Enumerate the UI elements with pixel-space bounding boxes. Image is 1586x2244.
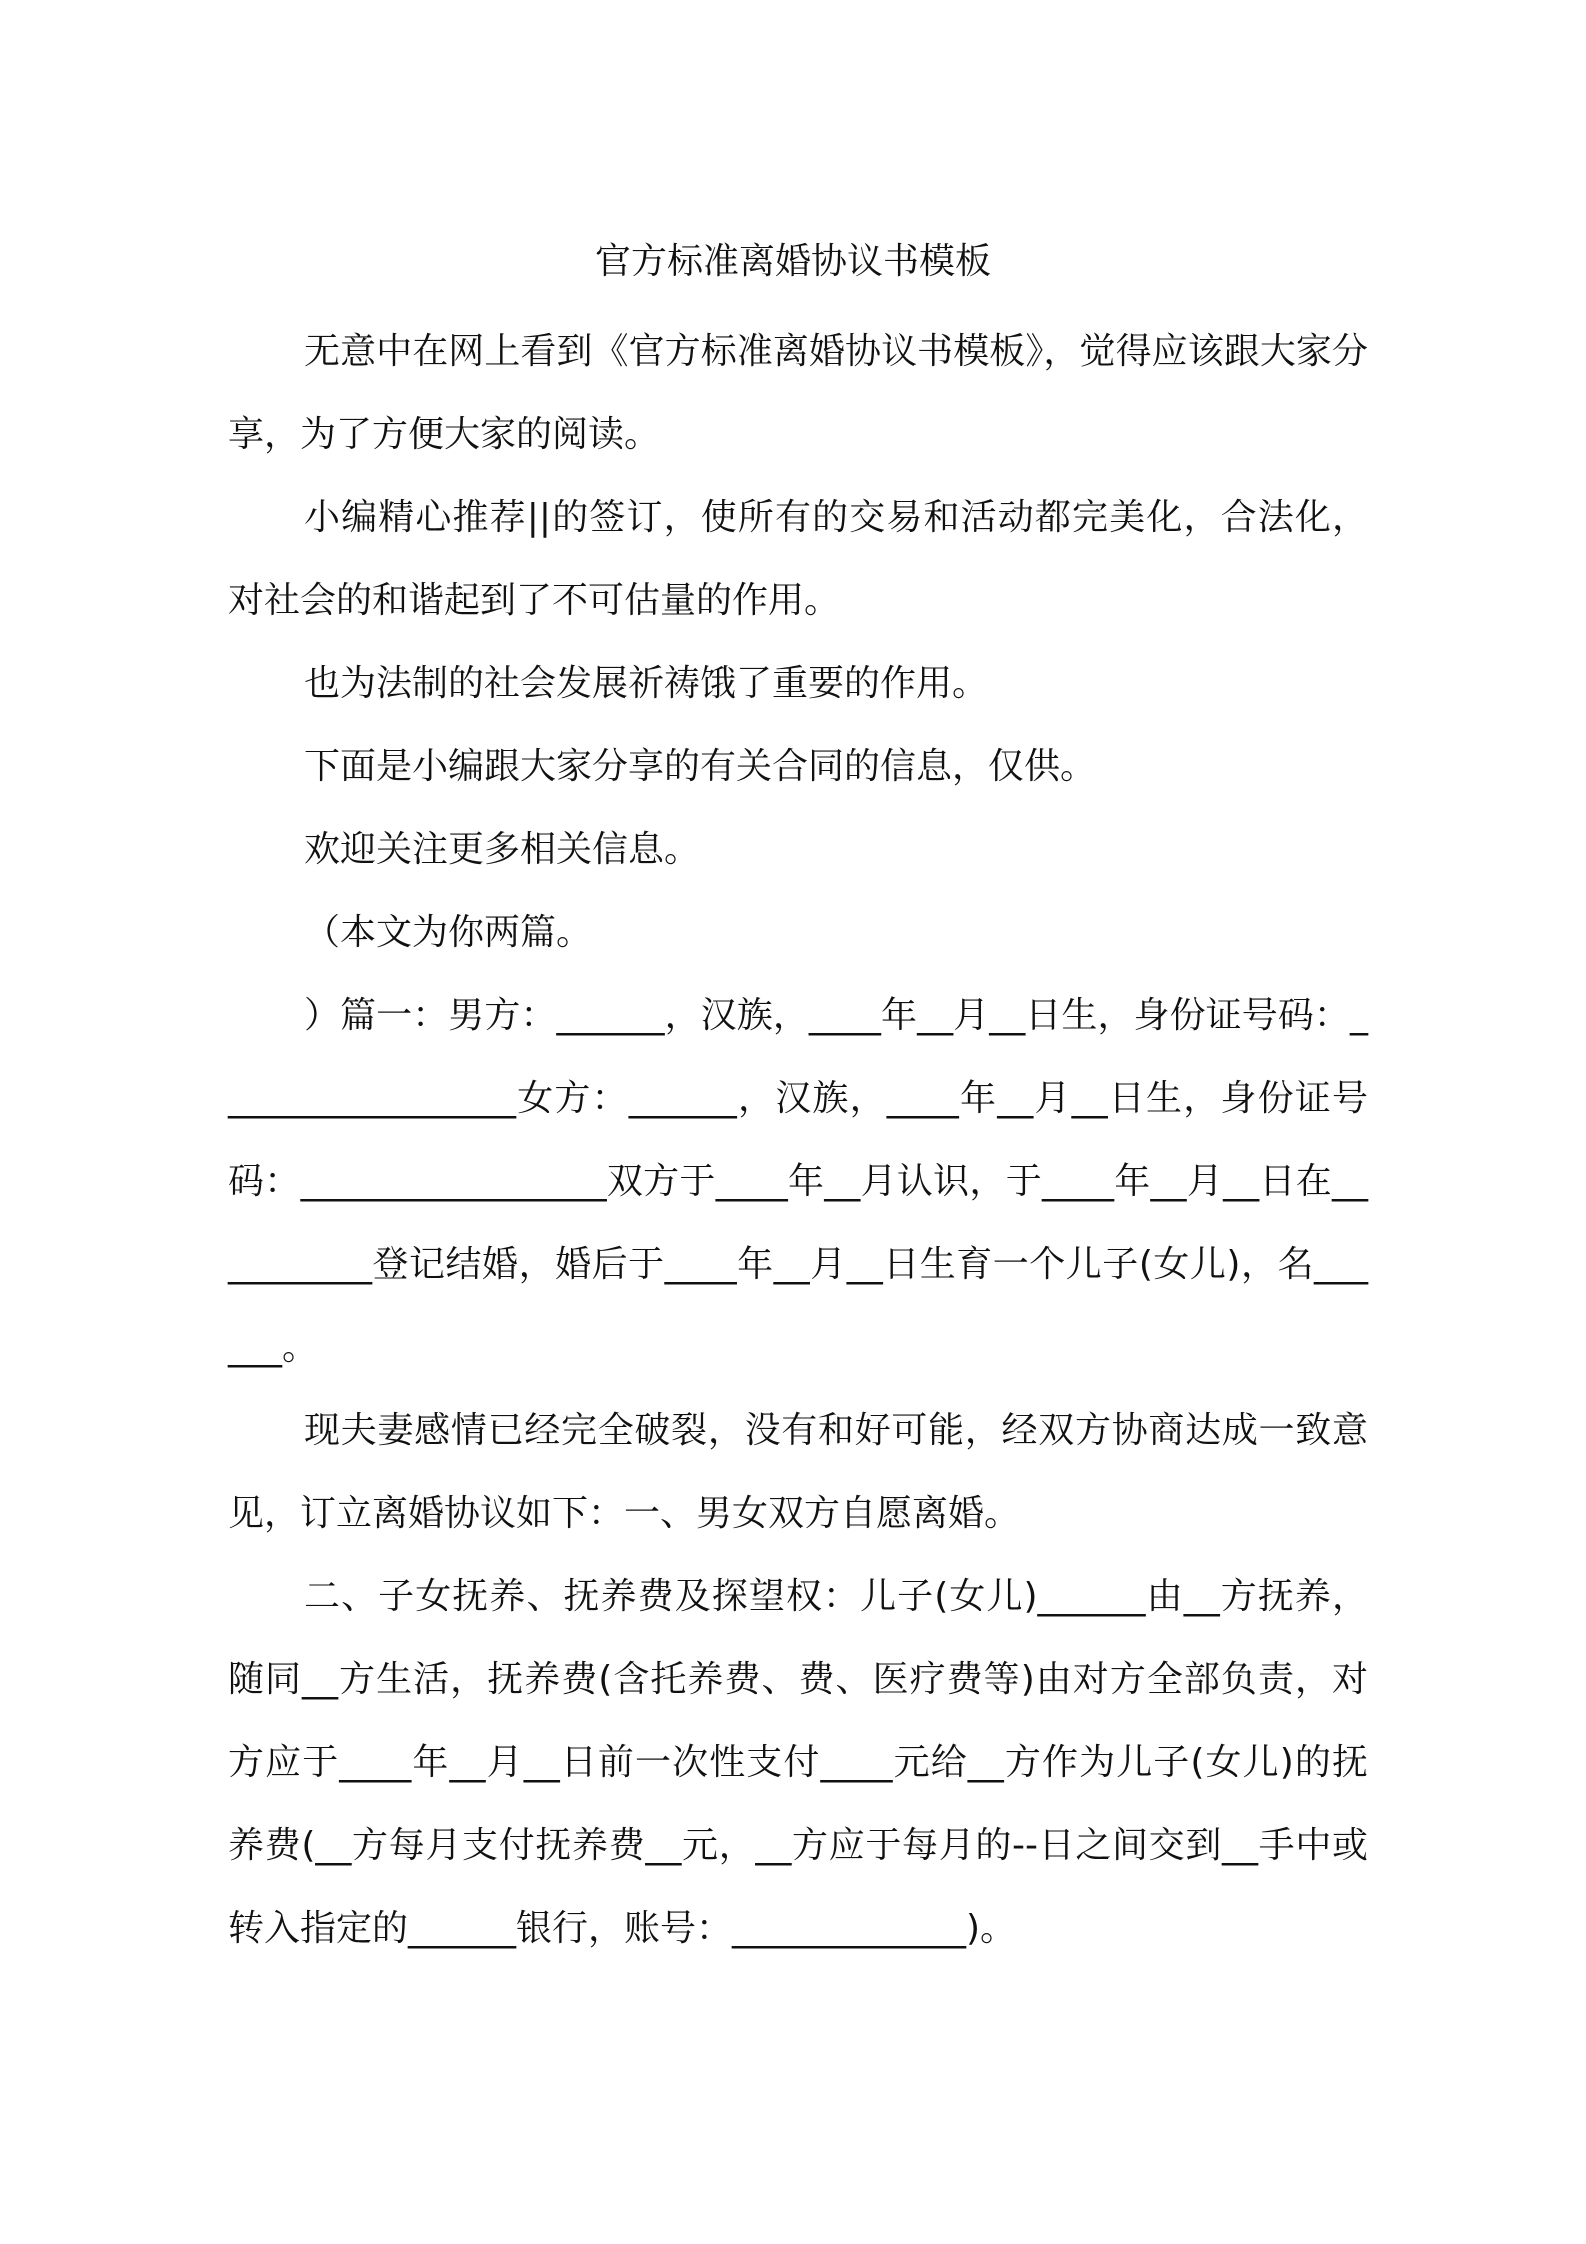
paragraph-intro: 无意中在网上看到《官方标准离婚协议书模板》，觉得应该跟大家分享，为了方便大家的阅读。 bbox=[228, 331, 1368, 455]
paragraph-parties: ）篇一：男方：______，汉族，____年__月__日生，身份证号码：_________________女方：______，汉族，____年__月__日生，身份证号码：_________________双方于____年__月认识，于____年__月__日在__________登记结婚，婚后于____年__月__日生育一个儿子(女儿)，名______。 bbox=[228, 995, 1368, 1368]
document-body bbox=[228, 310, 1368, 1970]
paragraph-recommend: 小编精心推荐||的签订，使所有的交易和活动都完美化，合法化，对社会的和谐起到了不可估量的作用。 bbox=[228, 497, 1368, 621]
paragraph-agreement: 现夫妻感情已经完全破裂，没有和好可能，经双方协商达成一致意见，订立离婚协议如下：一、男女双方自愿离婚。 bbox=[228, 1410, 1368, 1534]
paragraph-follow: 欢迎关注更多相关信息。 bbox=[304, 829, 701, 870]
paragraph-note: （本文为你两篇。 bbox=[304, 912, 593, 953]
document-title: 官方标准离婚协议书模板 bbox=[594, 241, 991, 282]
paragraph-share: 下面是小编跟大家分享的有关合同的信息，仅供。 bbox=[304, 746, 1097, 787]
paragraph-legal-role: 也为法制的社会发展祈祷饿了重要的作用。 bbox=[304, 663, 989, 704]
paragraph-child-support: 二、子女抚养、抚养费及探望权：儿子(女儿)______由__方抚养，随同__方生活，抚养费(含托养费、费、医疗费等)由对方全部负责，对方应于____年__月__日前一次性支付____元给__方作为儿子(女儿)的抚养费(__方每月支付抚养费__元，__方应于每月的--日之间交到__手中或转入指定的______银行，账号：_____________)。 bbox=[228, 1576, 1368, 1949]
